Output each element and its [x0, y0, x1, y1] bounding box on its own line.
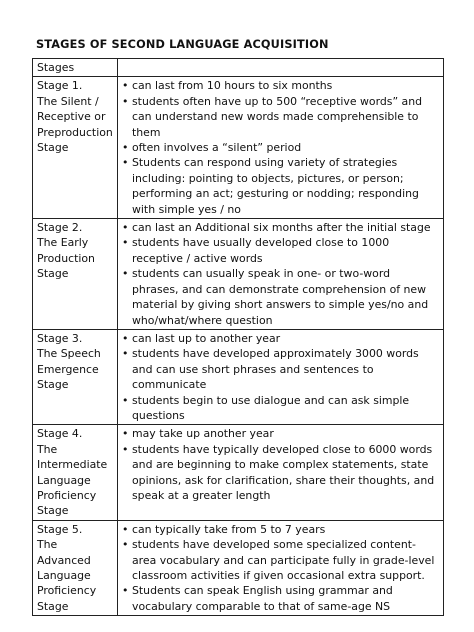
stage-name-line: Stage: [37, 378, 69, 392]
stage-name-line: The: [37, 538, 58, 552]
stage-row: [33, 520, 444, 615]
stage-name-line: Language: [37, 569, 91, 582]
document-title: STAGES OF SECOND LANGUAGE ACQUISITION: [36, 38, 329, 51]
stage-description-cell: [118, 329, 444, 424]
stage-name-line: Emergence: [37, 362, 99, 376]
header-cell-empty: [118, 59, 444, 77]
stage-name-line: Stage: [37, 599, 69, 613]
stage-name-line: Proficiency: [37, 584, 97, 598]
stage-description-cell: [118, 520, 444, 615]
stage-name-line: The: [37, 442, 58, 456]
stage-name-line: Receptive or: [37, 110, 106, 124]
stage-name-cell: [33, 329, 118, 424]
stage-name-line: Language: [37, 473, 91, 487]
stage-point-item: • can typically take from 5 to 7 years: [122, 522, 439, 537]
stage-name-line: Proficiency: [37, 488, 97, 502]
stage-name-line: Stage: [37, 504, 69, 518]
stage-point-item: • students have typically developed close to 6000 words and are beginning to make complex statements, state opinions, ask for clarification, share their thoughts, and speak at a greater length: [122, 442, 439, 504]
stage-name-cell: [33, 77, 118, 219]
stage-name-line: Advanced: [37, 553, 91, 567]
stage-row: [33, 219, 444, 330]
stage-name-line: Stage 3.: [37, 331, 83, 345]
stage-description-cell: [118, 425, 444, 520]
stage-point-item: • can last from 10 hours to six months: [122, 78, 439, 93]
stages-table-body: [33, 59, 444, 616]
stage-points-list: [122, 522, 439, 614]
stage-points-list: [122, 78, 439, 217]
table-header-row: [33, 59, 444, 77]
stage-name-line: The Speech: [37, 347, 101, 361]
stage-name-line: Stage: [37, 267, 69, 281]
header-cell-stages: Stages: [33, 59, 118, 77]
stage-point-item: • students have developed some specialized content-area vocabulary and can participate fully in grade-level classroom activities if given occasional extra support.: [122, 537, 439, 583]
stage-name-line: The Silent /: [37, 94, 99, 108]
stage-name-line: Stage 5.: [37, 522, 83, 536]
stage-name-line: Intermediate: [37, 458, 108, 472]
stage-name-line: Stage 4.: [37, 427, 83, 441]
stage-point-item: • students often have up to 500 “receptive words” and can understand new words made comprehensible to them: [122, 94, 439, 140]
stage-point-item: • may take up another year: [122, 426, 439, 441]
stage-name-line: Stage 2.: [37, 221, 83, 235]
stage-name-cell: [33, 520, 118, 615]
stage-point-item: • students begin to use dialogue and can ask simple questions: [122, 393, 439, 424]
stage-name-line: Preproduction: [37, 125, 113, 139]
stage-points-list: [122, 220, 439, 328]
stage-point-item: • can last an Additional six months after the initial stage: [122, 220, 439, 235]
stage-description-cell: [118, 77, 444, 219]
stage-points-list: [122, 331, 439, 423]
stage-row: [33, 77, 444, 219]
stage-point-item: • often involves a “silent” period: [122, 140, 439, 155]
stages-table: [32, 58, 444, 616]
stage-point-item: • can last up to another year: [122, 331, 439, 346]
stage-point-item: • students have developed approximately 3000 words and can use short phrases and sentences to communicate: [122, 346, 439, 392]
stage-point-item: • Students can respond using variety of strategies including: pointing to objects, pictures, or person; performing an act; gesturing or nodding; responding with simple yes / no: [122, 155, 439, 217]
stage-description-cell: [118, 219, 444, 330]
stage-row: [33, 329, 444, 424]
stage-name-line: Stage: [37, 141, 69, 155]
stage-name-line: Production: [37, 251, 95, 265]
stage-name-cell: [33, 219, 118, 330]
stage-points-list: [122, 426, 439, 503]
stage-point-item: • Students can speak English using grammar and vocabulary comparable to that of same-age NS: [122, 583, 439, 614]
stage-name-line: Stage 1.: [37, 79, 83, 93]
stage-name-cell: [33, 425, 118, 520]
stage-point-item: • students can usually speak in one- or two-word phrases, and can demonstrate comprehension of new material by giving short answers to simple yes/no and who/what/where question: [122, 266, 439, 328]
stage-point-item: • students have usually developed close to 1000 receptive / active words: [122, 235, 439, 266]
stage-row: [33, 425, 444, 520]
stage-name-line: The Early: [37, 236, 89, 250]
